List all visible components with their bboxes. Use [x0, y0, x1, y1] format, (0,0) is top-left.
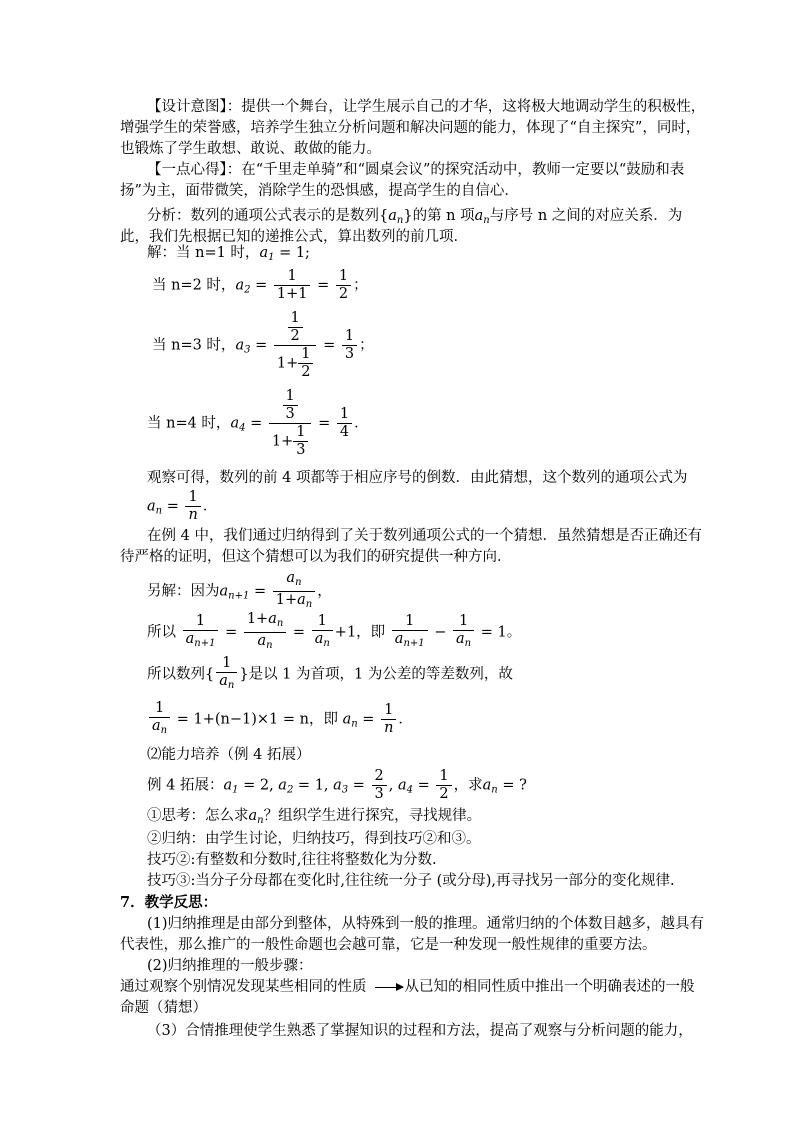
- extension-end: = ?: [502, 777, 527, 794]
- example4-extension: 例 4 拓展：$a_1 = 2$, $a_2 = 1$, $a_3$ = $\frac{2}{3}$ , $a_4$ = $\frac{1}{2}$ ，求$a_n$ = ?: [147, 768, 527, 802]
- solution-n1: [147, 243, 310, 268]
- fraction-1-over-3: [342, 328, 357, 363]
- denominator: $1+a_n$: [275, 592, 313, 610]
- denominator: $a_{n+1}$: [394, 631, 425, 649]
- fraction-1-over-3: [293, 424, 308, 459]
- equals-sign: =: [253, 583, 267, 600]
- think-step: ①思考：怎么求$a_n$？组织学生进行探究，寻找规律。: [147, 808, 482, 826]
- denominator: $a_n$: [314, 631, 330, 649]
- sub-1: 1: [268, 252, 275, 263]
- numerator: 1: [337, 406, 352, 424]
- general-term-formula: [147, 489, 217, 524]
- denominator: 2: [439, 786, 449, 802]
- solution-n3-label: 当 n=3 时，: [152, 337, 236, 354]
- alt-intro-label: 另解：因为: [147, 583, 220, 600]
- numerator: 1: [288, 310, 303, 328]
- nested-fraction-n4: [269, 388, 312, 459]
- numerator: 1: [336, 268, 351, 286]
- numerator: [269, 388, 312, 424]
- alt-solution-intro: [147, 570, 332, 613]
- numerator: 1: [185, 489, 200, 507]
- fraction-1-over-1plus1: [274, 268, 311, 303]
- comma: ，: [317, 583, 332, 600]
- think-text: ？组织学生进行探究，寻找规律。: [263, 808, 482, 824]
- denominator: [269, 424, 312, 459]
- equals-sign: =: [317, 277, 330, 294]
- sub-2: 2: [244, 284, 251, 296]
- sub-n: n: [155, 505, 163, 517]
- denominator: [381, 720, 396, 737]
- extension-label: 例 4 拓展：: [147, 777, 224, 794]
- arrow-right-icon: [375, 987, 403, 988]
- denominator: $a_n$: [152, 718, 168, 736]
- numerator: 1: [312, 613, 333, 631]
- sub-n: n: [483, 215, 490, 226]
- think-label: ①思考：怎么求: [147, 808, 249, 824]
- period: ．: [398, 711, 413, 728]
- analysis-text-a: 分析：数列的通项公式表示的是数列{: [147, 208, 389, 224]
- denominator: 3: [285, 406, 295, 422]
- denominator: 2: [290, 328, 300, 344]
- step-observe: 通过观察个别情况发现某些相同的性质: [120, 979, 367, 995]
- one-plus: 1+: [271, 433, 294, 450]
- denominator: 4: [339, 424, 350, 440]
- fraction-1-over-2: [436, 768, 451, 803]
- fraction-1-over-2: [288, 310, 303, 345]
- fraction-1-over-an1: [183, 613, 219, 652]
- sub-n: n: [305, 599, 313, 610]
- equals-sign: =: [292, 624, 306, 641]
- denominator: $a_{n+1}$: [185, 631, 216, 649]
- denominator: 3: [344, 346, 355, 362]
- equals-sign: =: [362, 711, 375, 728]
- analysis-text-b: }的第 n 项: [403, 208, 475, 224]
- equals-one: = 1。: [480, 624, 522, 641]
- fraction-2-over-3: [372, 768, 387, 803]
- denominator: [274, 346, 317, 381]
- tip-3: 技巧③:当分子分母都在变化时,往往统一分子 (或分母),再寻找另一部分的变化规律.: [147, 873, 675, 889]
- solution-n3: [152, 310, 374, 381]
- ability-title: ⑵能力培养（例 4 拓展）: [147, 747, 311, 763]
- sequence-label-b: }是以 1 为首项，1 为公差的等差数列，故: [239, 666, 513, 683]
- var-a: a: [235, 277, 245, 294]
- design-intent-line-3: 也锻炼了学生敢想、敢说、敢做的能力。: [120, 141, 381, 157]
- sequence-label-a: 所以数列{: [147, 666, 215, 683]
- sub-n: n: [160, 725, 168, 736]
- var-a: a: [235, 337, 245, 354]
- fraction-1-over-n: [185, 489, 200, 524]
- denominator: 1+1: [276, 286, 308, 302]
- alt-solution-step-3: [147, 700, 413, 739]
- denominator: $a_n$: [257, 633, 273, 651]
- reflection-1-line-1: (1)归纳推理是由部分到整体，从特殊到一般的推理。通常归纳的个体数目越多，越具有: [147, 916, 705, 932]
- numerator: 1: [453, 613, 474, 631]
- insight-line-1: 【一点心得】：在“千里走单骑”和“圆桌会议”的探究活动中，教师一定要以“鼓励和表: [147, 162, 685, 178]
- equals-sign: =: [225, 624, 238, 641]
- fraction-1-over-an: [216, 655, 237, 694]
- analysis-text-c: 与序号 n 之间的对应关系．为: [489, 208, 683, 224]
- reflection-3-line: （3）合情推理使学生熟悉了掌握知识的过程和方法，提高了观察与分析问题的能力，: [147, 1023, 693, 1039]
- alt-solution-step-2: [147, 655, 513, 694]
- numerator: 1: [283, 388, 298, 406]
- equals-sign: =: [318, 415, 331, 432]
- sub-n: n: [266, 640, 273, 651]
- fraction-1-over-an: [453, 613, 474, 652]
- fraction-1-over-4: [337, 406, 352, 441]
- sub-4: 4: [239, 422, 246, 434]
- sub-n: n: [396, 215, 404, 226]
- tip-2: 技巧②:有整数和分数时,往往将整数化为分数.: [147, 852, 437, 868]
- design-intent-line-1: 【设计意图】：提供一个舞台，让学生展示自己的才华，这将极大地调动学生的积极性，: [147, 99, 706, 115]
- semicolon: ；: [359, 337, 374, 354]
- extension-question: ，求: [453, 777, 483, 794]
- reflection-2-title: (2)归纳推理的一般步骤：: [147, 958, 313, 974]
- reflection-1-line-2: 代表性，那么推广的一般性命题也会越可靠，它是一种发现一般性规律的重要方法。: [120, 937, 657, 953]
- solution-n4-label: 当 n=4 时，: [147, 415, 231, 432]
- solution-n2-label: 当 n=2 时，: [152, 277, 236, 294]
- reflection-2-conjecture: 命题（猜想）: [120, 1000, 207, 1016]
- denominator: 2: [301, 364, 311, 380]
- sub-n: n: [491, 784, 498, 796]
- numerator: 1: [392, 613, 428, 631]
- denominator: 3: [296, 442, 306, 458]
- step-derive: 从已知的相同性质中推出一个明确表述的一般: [404, 979, 695, 995]
- var-n: n: [188, 507, 198, 523]
- denominator: $a_n$: [456, 631, 472, 649]
- var-a: a: [342, 711, 352, 728]
- insight-line-2: 扬”为主，面带微笑，消除学生的恐惧感，提高学生的自信心．: [120, 183, 519, 199]
- example4-note-line-2: 待严格的证明，但这个猜想可以为我们的研究提供一种方向．: [120, 549, 512, 565]
- fraction-1-over-2: [336, 268, 351, 303]
- sub-n: n: [464, 638, 472, 649]
- sub-n: n: [351, 718, 358, 730]
- numerator: 1: [342, 328, 357, 346]
- var-a: a: [230, 415, 240, 432]
- reflection-2-steps: [120, 977, 695, 997]
- equals-sign: =: [323, 337, 336, 354]
- sub-n: n: [276, 618, 284, 629]
- fraction-1-over-an1: [392, 613, 428, 652]
- fraction-an-over-1plusan: [273, 570, 315, 613]
- var-a: a: [219, 583, 229, 600]
- var-a: a: [388, 208, 397, 224]
- numerator: [274, 310, 317, 346]
- numerator: 1: [274, 268, 311, 286]
- period: ．: [202, 498, 218, 515]
- fraction-1plusan-over-an: [244, 611, 286, 654]
- example4-note-line-1: 在例 4 中，我们通过归纳得到了关于数列通项公式的一个猜想．虽然猜想是否正确还有: [147, 528, 702, 544]
- sub-n-plus-1: n+1: [228, 590, 250, 602]
- fraction-1-over-n: [381, 702, 396, 737]
- var-a: a: [147, 498, 156, 515]
- fraction-1-over-an: [149, 700, 170, 739]
- reflection-title: 7．教学反思：: [120, 894, 218, 911]
- equals-sign: =: [255, 277, 268, 294]
- solution-n1-label: 解：当 n=1 时，: [147, 245, 260, 261]
- var-a: a: [259, 245, 269, 261]
- denominator: 2: [338, 286, 349, 302]
- numerator: 1: [293, 424, 308, 442]
- numerator: 1: [183, 613, 219, 631]
- arithmetic-expression: = 1+(n−1)×1 = n，即: [176, 711, 338, 728]
- fraction-1-over-3: [283, 388, 298, 423]
- fraction-1-over-2: [298, 346, 313, 381]
- numerator: $1+a_n$: [244, 611, 286, 633]
- induce-step: ②归纳：由学生讨论，归纳技巧，得到技巧②和③。: [147, 831, 481, 847]
- numerator: 1: [149, 700, 170, 718]
- numerator: $a_n$: [273, 570, 315, 592]
- equals-sign: =: [166, 498, 179, 515]
- var-a: a: [474, 208, 484, 224]
- fraction-1-over-an: [312, 613, 333, 652]
- denominator: $a_n$: [219, 673, 235, 691]
- observation-line: 观察可得，数列的前 4 项都等于相应序号的倒数．由此猜想，这个数列的通项公式为: [147, 470, 688, 486]
- sub-3: 3: [244, 344, 251, 356]
- equals-sign: =: [255, 337, 268, 354]
- sub-n: n: [323, 638, 330, 649]
- var-n: n: [384, 720, 394, 736]
- numerator: 1: [381, 702, 396, 720]
- denominator: 3: [374, 786, 384, 802]
- one-plus: 1+: [276, 355, 299, 372]
- numerator: 2: [372, 768, 387, 786]
- so-label: 所以: [147, 624, 176, 641]
- semicolon: ；: [353, 277, 368, 294]
- analysis-line-2: 此，我们先根据已知的递推公式，算出数列的前几项．: [120, 229, 468, 245]
- design-intent-line-2: 增强学生的荣誉感，培养学生独立分析问题和解决问题的能力，体现了“自主探究”，同时，: [120, 120, 701, 136]
- period: ．: [354, 415, 369, 432]
- solution-n1-eq: = 1;: [279, 245, 310, 261]
- sub-n: n: [295, 577, 302, 588]
- sub-n: n: [257, 815, 264, 826]
- denominator: [185, 507, 200, 524]
- numerator: 1: [216, 655, 237, 673]
- solution-n4: [147, 388, 369, 459]
- nested-fraction-n3: [274, 310, 317, 381]
- sub-n: n: [227, 680, 235, 691]
- numerator: 1: [436, 768, 451, 786]
- solution-n2: [152, 268, 368, 303]
- plus-one-text: +1，即: [334, 624, 386, 641]
- numerator: 1: [298, 346, 313, 364]
- equals-sign: =: [250, 415, 263, 432]
- alt-solution-step-1: 所以 $\frac{1}{a_{n+1}}$ = $\frac{1+a_n}{a_n}$ = $\frac{1}{a_n}$ +1，即 $\frac{1}{a_{n+1}}$ − $\frac{1}{a_n}$ = 1。: [147, 611, 521, 654]
